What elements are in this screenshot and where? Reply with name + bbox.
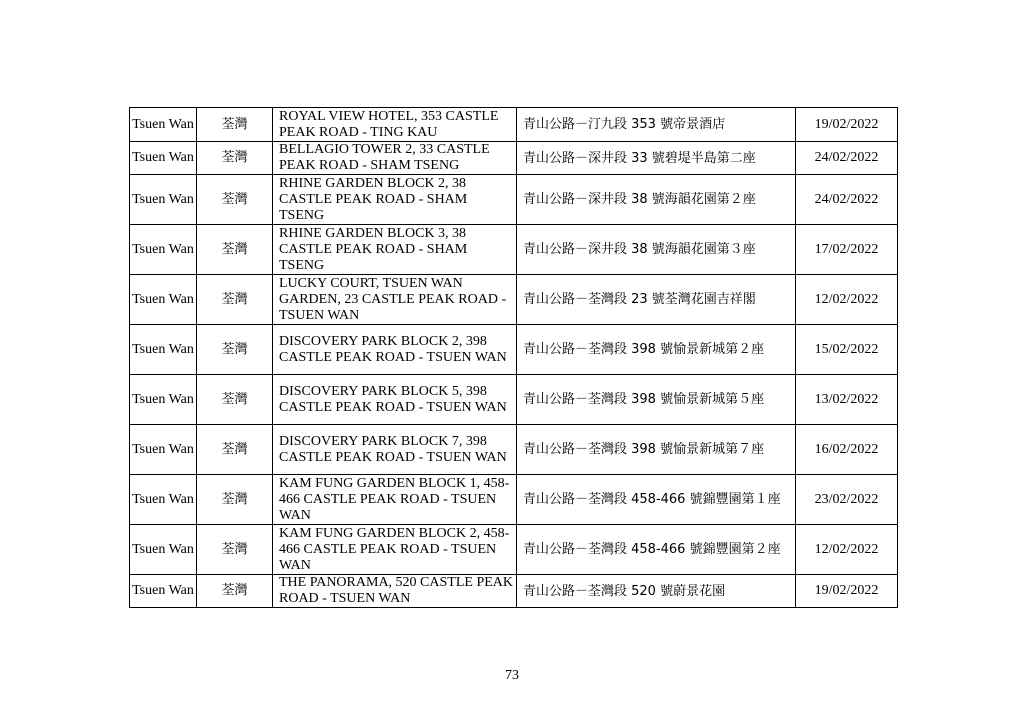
- district-en-cell: Tsuen Wan: [130, 225, 197, 275]
- district-zh-cell: 荃灣: [197, 575, 273, 608]
- address-en-cell: LUCKY COURT, TSUEN WAN GARDEN, 23 CASTLE PEAK ROAD - TSUEN WAN: [273, 275, 517, 325]
- address-en-cell: THE PANORAMA, 520 CASTLE PEAK ROAD - TSUEN WAN: [273, 575, 517, 608]
- page-number: 73: [505, 668, 519, 683]
- date-cell: 15/02/2022: [796, 325, 898, 375]
- table-row: [130, 108, 898, 142]
- district-zh-cell: 荃灣: [197, 175, 273, 225]
- address-en-cell: RHINE GARDEN BLOCK 2, 38 CASTLE PEAK ROAD - SHAM TSENG: [273, 175, 517, 225]
- date-cell: 19/02/2022: [796, 575, 898, 608]
- table-row: [130, 225, 898, 275]
- date-cell: 24/02/2022: [796, 142, 898, 175]
- date-cell: 23/02/2022: [796, 475, 898, 525]
- table-row: [130, 425, 898, 475]
- address-en-cell: DISCOVERY PARK BLOCK 2, 398 CASTLE PEAK ROAD - TSUEN WAN: [273, 325, 517, 375]
- table-row: [130, 275, 898, 325]
- address-en-cell: KAM FUNG GARDEN BLOCK 2, 458-466 CASTLE PEAK ROAD - TSUEN WAN: [273, 525, 517, 575]
- district-zh-cell: 荃灣: [197, 225, 273, 275]
- table-row: [130, 575, 898, 608]
- address-en-cell: KAM FUNG GARDEN BLOCK 1, 458-466 CASTLE PEAK ROAD - TSUEN WAN: [273, 475, 517, 525]
- district-en-cell: Tsuen Wan: [130, 525, 197, 575]
- table-row: [130, 142, 898, 175]
- district-en-cell: Tsuen Wan: [130, 325, 197, 375]
- district-en-cell: Tsuen Wan: [130, 575, 197, 608]
- address-en-cell: ROYAL VIEW HOTEL, 353 CASTLE PEAK ROAD - TING KAU: [273, 108, 517, 142]
- table-body: [130, 108, 898, 608]
- district-en-cell: Tsuen Wan: [130, 108, 197, 142]
- table-row: [130, 475, 898, 525]
- district-zh-cell: 荃灣: [197, 475, 273, 525]
- district-en-cell: Tsuen Wan: [130, 142, 197, 175]
- date-cell: 19/02/2022: [796, 108, 898, 142]
- district-zh-cell: 荃灣: [197, 425, 273, 475]
- date-cell: 12/02/2022: [796, 275, 898, 325]
- address-zh-cell: 青山公路－荃灣段 398 號愉景新城第７座: [517, 425, 796, 475]
- table-row: [130, 375, 898, 425]
- district-zh-cell: 荃灣: [197, 275, 273, 325]
- building-list-table: [129, 107, 898, 608]
- district-en-cell: Tsuen Wan: [130, 425, 197, 475]
- district-zh-cell: 荃灣: [197, 142, 273, 175]
- date-cell: 12/02/2022: [796, 525, 898, 575]
- address-zh-cell: 青山公路－深井段 38 號海韻花園第３座: [517, 225, 796, 275]
- address-zh-cell: 青山公路－荃灣段 398 號愉景新城第５座: [517, 375, 796, 425]
- table-row: [130, 325, 898, 375]
- address-zh-cell: 青山公路－深井段 38 號海韻花園第２座: [517, 175, 796, 225]
- district-zh-cell: 荃灣: [197, 375, 273, 425]
- address-zh-cell: 青山公路－荃灣段 23 號荃灣花園吉祥閣: [517, 275, 796, 325]
- address-en-cell: DISCOVERY PARK BLOCK 7, 398 CASTLE PEAK ROAD - TSUEN WAN: [273, 425, 517, 475]
- district-zh-cell: 荃灣: [197, 525, 273, 575]
- address-en-cell: DISCOVERY PARK BLOCK 5, 398 CASTLE PEAK ROAD - TSUEN WAN: [273, 375, 517, 425]
- district-en-cell: Tsuen Wan: [130, 275, 197, 325]
- address-zh-cell: 青山公路－荃灣段 520 號蔚景花園: [517, 575, 796, 608]
- district-en-cell: Tsuen Wan: [130, 375, 197, 425]
- district-en-cell: Tsuen Wan: [130, 475, 197, 525]
- address-zh-cell: 青山公路－荃灣段 398 號愉景新城第２座: [517, 325, 796, 375]
- date-cell: 13/02/2022: [796, 375, 898, 425]
- district-zh-cell: 荃灣: [197, 325, 273, 375]
- address-en-cell: BELLAGIO TOWER 2, 33 CASTLE PEAK ROAD - SHAM TSENG: [273, 142, 517, 175]
- district-zh-cell: 荃灣: [197, 108, 273, 142]
- table-row: [130, 525, 898, 575]
- address-en-cell: RHINE GARDEN BLOCK 3, 38 CASTLE PEAK ROAD - SHAM TSENG: [273, 225, 517, 275]
- address-zh-cell: 青山公路－荃灣段 458-466 號錦豐園第２座: [517, 525, 796, 575]
- district-en-cell: Tsuen Wan: [130, 175, 197, 225]
- date-cell: 24/02/2022: [796, 175, 898, 225]
- address-zh-cell: 青山公路－深井段 33 號碧堤半島第二座: [517, 142, 796, 175]
- date-cell: 17/02/2022: [796, 225, 898, 275]
- date-cell: 16/02/2022: [796, 425, 898, 475]
- address-zh-cell: 青山公路－汀九段 353 號帝景酒店: [517, 108, 796, 142]
- table-row: [130, 175, 898, 225]
- address-zh-cell: 青山公路－荃灣段 458-466 號錦豐園第１座: [517, 475, 796, 525]
